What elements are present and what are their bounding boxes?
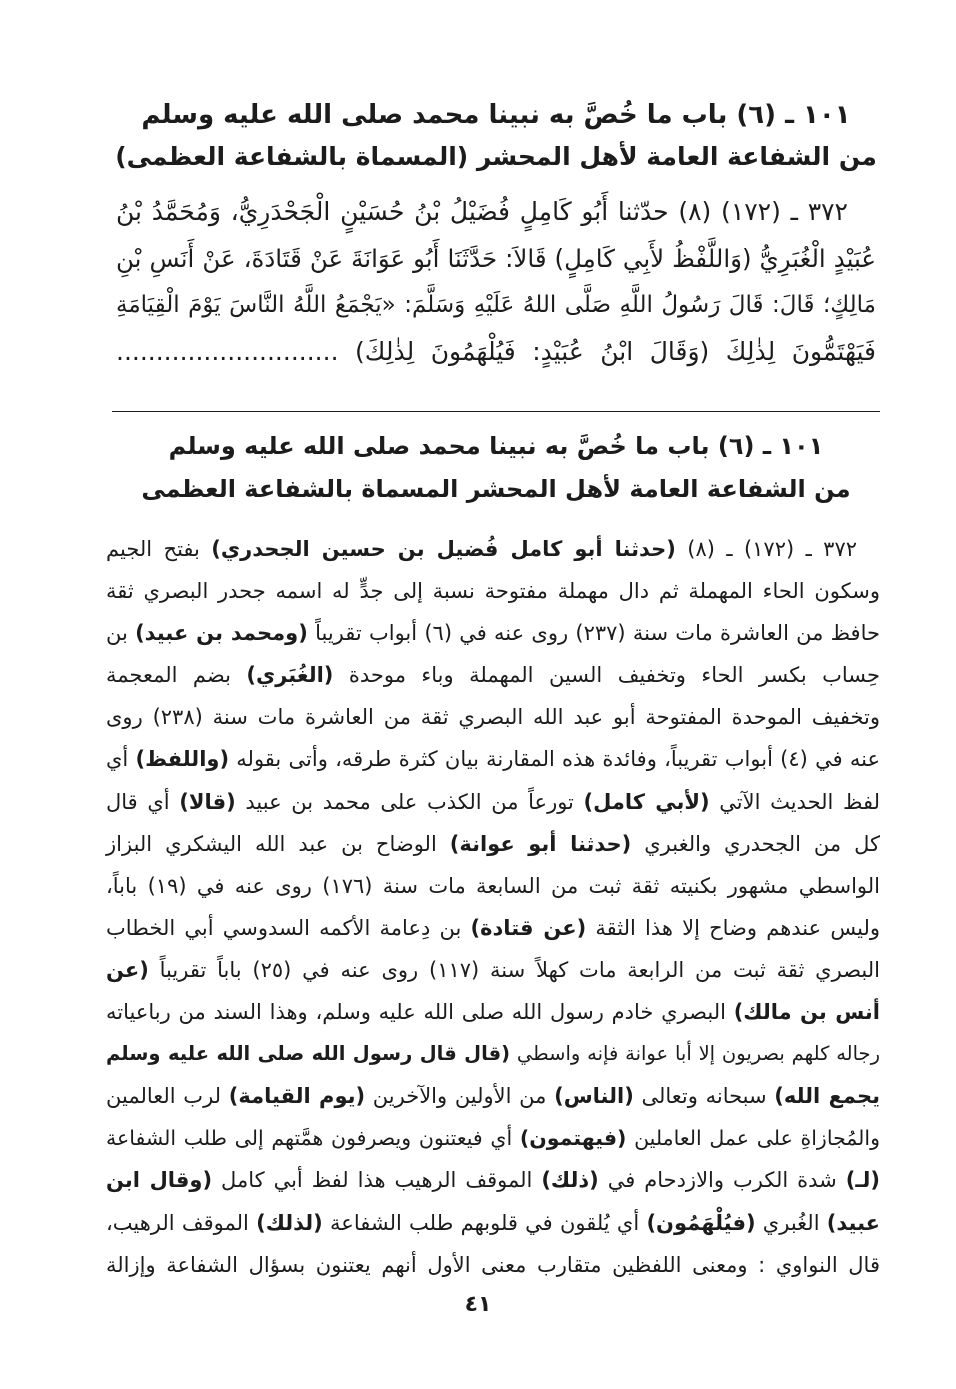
commentary-text: بضم المعجمة bbox=[106, 663, 247, 688]
commentary-line bbox=[106, 1075, 880, 1117]
commentary-line bbox=[106, 1244, 880, 1286]
commentary-line bbox=[106, 696, 880, 738]
commentary-line bbox=[106, 823, 880, 865]
commentary-line bbox=[106, 1202, 880, 1244]
commentary-line bbox=[106, 1159, 880, 1201]
hadith-line: عُبَيْدٍ الْغُبَرِيُّ (وَاللَّفْظُ لأَبِي كَامِلٍ) قَالاَ: حَدَّثَنَا أَبُو عَوَانَةَ عَنْ قَتَادَةَ، عَنْ أَنَسِ بْنِ bbox=[116, 243, 876, 273]
commentary-text: الموقف الرهيب هذا لفظ أبي كامل bbox=[212, 1168, 542, 1193]
commentary-quoted-text: (حدثنا أبو كامل فُضيل بن حسين الجحدري) bbox=[211, 537, 676, 561]
commentary-text: الواسطي مشهور بكنيته ثقة ثبت من السابعة مات سنة (١٧٦) روى عنه في (١٩) باباً، bbox=[106, 873, 880, 898]
commentary-text: ٣٧٢ ـ (١٧٢) ـ (٨) bbox=[675, 537, 858, 561]
hadith-line: ٣٧٢ ـ (١٧٢) (٨) حدّثنا أَبُو كَامِلٍ فُضَيْلُ بْنُ حُسَيْنٍ الْجَحْدَرِيُّ، وَمُحَمَّدُ بْنُ bbox=[116, 197, 848, 226]
commentary-text: الغُبري bbox=[755, 1210, 827, 1235]
commentary-text: حِساب بكسر الحاء وتخفيف السين المهملة وباء موحدة bbox=[333, 663, 880, 688]
hadith-line: فَيَهْتَمُّونَ لِذٰلِكَ (وَقَالَ ابْنُ عُبَيْدٍ: فَيُلْهَمُونَ لِذٰلِكَ) ............................ bbox=[116, 336, 876, 366]
commentary-text: أي قال bbox=[106, 789, 180, 814]
page-number: ٤١ bbox=[464, 1292, 492, 1317]
commentary-text: قال النواوي : ومعنى اللفظين متقارب معنى الأول أنهم يعتنون بسؤال الشفاعة وإزالة bbox=[106, 1252, 880, 1277]
commentary-text: البصري ثقة ثبت من الرابعة مات كهلاً سنة (١١٧) روى عنه في (٢٥) باباً تقريباً bbox=[148, 957, 880, 982]
commentary-quoted-text: (الغُبَري) bbox=[246, 663, 334, 688]
commentary-quoted-text: (عن bbox=[106, 957, 149, 982]
commentary-line bbox=[106, 949, 880, 991]
commentary-text: وتخفيف الموحدة المفتوحة أبو عبد الله البصري ثقة من العاشرة مات سنة (٢٣٨) روى bbox=[106, 705, 880, 730]
commentary-text: رجاله كلهم بصريون إلا أبا عوانة فإنه واسطي bbox=[510, 1042, 880, 1066]
commentary-quoted-text: (قالا) bbox=[179, 789, 236, 814]
commentary-text: أي bbox=[106, 747, 136, 772]
commentary-text: لفظ الحديث الآتي bbox=[709, 789, 880, 814]
section-divider bbox=[112, 411, 880, 412]
commentary-text: عنه في (٤) أبواب تقريباً، وفائدة هذه المقارنة بيان كثرة طرقه، وأتى بقوله bbox=[229, 747, 881, 772]
commentary-line bbox=[106, 738, 880, 780]
chapter-heading-line: ١٠١ ـ (٦) باب ما خُصَّ به نبينا محمد صلى الله عليه وسلم bbox=[141, 100, 851, 130]
commentary-text: تورعاً من الكذب على محمد بن عبيد bbox=[235, 789, 584, 814]
commentary-quoted-text: (ذلك) bbox=[541, 1168, 599, 1193]
commentary-quoted-text: (الناس) bbox=[554, 1084, 634, 1109]
commentary-heading-line: من الشفاعة العامة لأهل المحشر المسماة بالشفاعة العظمى bbox=[141, 475, 851, 503]
commentary-quoted-text: (لأبي كامل) bbox=[583, 789, 710, 814]
commentary-text: بن دِعامة الأكمه السدوسي أبي الخطاب bbox=[106, 915, 471, 940]
commentary-line bbox=[106, 781, 880, 823]
chapter-heading-line: من الشفاعة العامة لأهل المحشر (المسماة بالشفاعة العظمى) bbox=[115, 142, 877, 171]
commentary-quoted-text: (يوم القيامة) bbox=[228, 1084, 366, 1109]
chapter-heading bbox=[112, 94, 880, 178]
commentary-text: وسكون الحاء المهملة ثم دال مهملة مفتوحة نسبة إلى جدٍّ له اسمه جحدر البصري ثقة bbox=[106, 579, 880, 604]
commentary-quoted-text: (ومحمد بن عبيد) bbox=[135, 621, 308, 646]
commentary-text: شدة الكرب والازدحام في bbox=[598, 1168, 846, 1193]
commentary-line bbox=[106, 570, 880, 612]
commentary-line bbox=[106, 1117, 880, 1159]
commentary-heading bbox=[112, 425, 880, 511]
commentary-quoted-text: (لذلك) bbox=[256, 1210, 323, 1235]
commentary-quoted-text: (فيُلْهَمُون) bbox=[646, 1210, 756, 1235]
commentary-quoted-text: (عن قتادة) bbox=[470, 915, 587, 940]
commentary-text: الوضاح بن عبد الله اليشكري البزاز bbox=[106, 831, 450, 856]
commentary-text: أي يُلقون في قلوبهم طلب الشفاعة bbox=[322, 1210, 647, 1235]
commentary-body bbox=[106, 528, 880, 1286]
commentary-quoted-text: (لـ) bbox=[845, 1168, 880, 1193]
commentary-quoted-text: (حدثنا أبو عوانة) bbox=[449, 831, 632, 856]
commentary-line bbox=[106, 907, 880, 949]
commentary-text: لرب العالمين bbox=[106, 1084, 229, 1109]
commentary-quoted-text: (وقال ابن bbox=[106, 1168, 213, 1193]
commentary-quoted-text: (فيهتمون) bbox=[519, 1126, 627, 1151]
commentary-text: وليس عندهم وضاح إلا هذا الثقة bbox=[586, 915, 880, 940]
commentary-line bbox=[106, 865, 880, 907]
commentary-quoted-text: أنس بن مالك) bbox=[733, 1000, 880, 1025]
commentary-text: كل من الجحدري والغبري bbox=[631, 831, 880, 856]
commentary-line bbox=[106, 612, 880, 654]
hadith-text bbox=[116, 189, 876, 375]
commentary-text: الموقف الرهيب، bbox=[106, 1210, 257, 1235]
commentary-line bbox=[106, 1033, 880, 1075]
commentary-quoted-text: (واللفظ) bbox=[135, 747, 230, 772]
commentary-text: بن bbox=[106, 621, 136, 646]
commentary-quoted-text: يجمع الله) bbox=[774, 1084, 881, 1109]
commentary-quoted-text: (قال قال رسول الله صلى الله عليه وسلم bbox=[106, 1042, 511, 1066]
commentary-text: أي فيعتنون ويصرفون همَّتهم إلى طلب الشفاعة bbox=[106, 1126, 520, 1151]
commentary-text: سبحانه وتعالى bbox=[633, 1084, 775, 1109]
hadith-line: مَالِكٍ؛ قَالَ: قَالَ رَسُولُ اللَّهِ صَلَّى اللهُ عَلَيْهِ وَسَلَّمَ: «يَجْمَعُ اللَّهُ النَّاسَ يَوْمَ الْقِيَامَةِ bbox=[116, 292, 876, 318]
commentary-text: من الأولين والآخرين bbox=[365, 1084, 555, 1109]
commentary-text: والمُجازاةِ على عمل العاملين bbox=[626, 1126, 880, 1151]
commentary-text: بفتح الجيم bbox=[106, 537, 212, 561]
commentary-heading-line: ١٠١ ـ (٦) باب ما خُصَّ به نبينا محمد صلى الله عليه وسلم bbox=[168, 432, 824, 460]
commentary-text: البصري خادم رسول الله صلى الله عليه وسلم، وهذا السند من رباعياته bbox=[106, 1000, 734, 1025]
commentary-text: حافظ من العاشرة مات سنة (٢٣٧) روى عنه في (٦) أبواب تقريباً bbox=[307, 621, 880, 646]
commentary-quoted-text: عبيد) bbox=[826, 1210, 881, 1235]
commentary-line bbox=[106, 528, 880, 570]
commentary-line bbox=[106, 991, 880, 1033]
commentary-line bbox=[106, 654, 880, 696]
